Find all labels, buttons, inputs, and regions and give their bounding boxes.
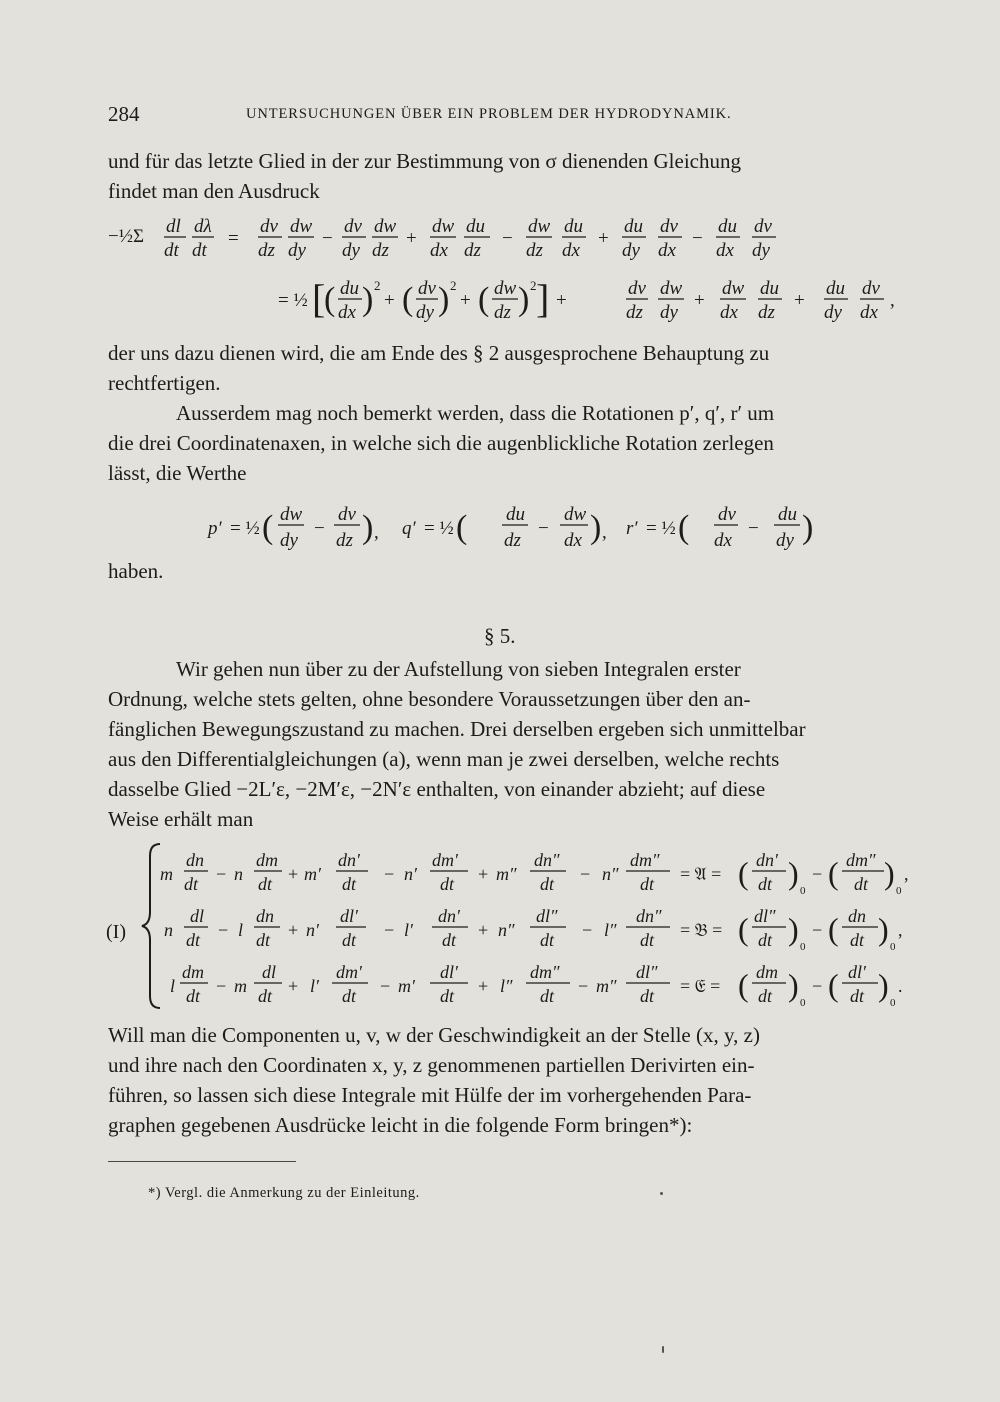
svg-text:dw: dw (432, 216, 455, 237)
svg-text:m′: m′ (304, 864, 321, 884)
svg-text:): ) (362, 281, 374, 318)
svg-text:dt: dt (850, 986, 865, 1006)
svg-text:= ½: = ½ (278, 290, 308, 311)
paragraph-1 (108, 146, 918, 206)
svg-text:dy: dy (288, 240, 306, 261)
svg-text:dv: dv (344, 216, 362, 237)
svg-text:0: 0 (800, 941, 806, 953)
svg-text:= 𝔄 =: = 𝔄 = (680, 864, 722, 884)
svg-text:−½Σ: −½Σ (108, 226, 145, 247)
svg-text:dw: dw (494, 278, 517, 299)
text-line: dasselbe Glied −2L′ε, −2M′ε, −2N′ε enthalten, von einander abzieht; auf diese (108, 777, 766, 801)
svg-text:0: 0 (890, 997, 896, 1009)
svg-text:m′: m′ (398, 976, 415, 996)
svg-text:dm″: dm″ (630, 850, 660, 870)
svg-text:0: 0 (896, 885, 902, 897)
svg-text:dy: dy (622, 240, 640, 261)
section-heading: § 5. (484, 624, 516, 648)
svg-text:l′: l′ (404, 920, 413, 940)
svg-text:l′: l′ (310, 976, 319, 996)
svg-text:dt: dt (164, 240, 179, 261)
svg-text:,: , (602, 522, 607, 543)
svg-text:dy: dy (342, 240, 360, 261)
svg-text:dw: dw (564, 504, 587, 525)
svg-text:dt: dt (186, 986, 201, 1006)
svg-text:= ½: = ½ (424, 518, 454, 539)
svg-text:du: du (718, 216, 737, 237)
svg-text:(: ( (738, 967, 749, 1003)
svg-text:0: 0 (800, 885, 806, 897)
svg-text:2: 2 (530, 278, 537, 293)
svg-text:l″: l″ (500, 976, 513, 996)
equation-rotations (108, 496, 918, 554)
svg-text:dz: dz (464, 240, 481, 261)
system-label: (I) (106, 921, 126, 943)
svg-text:dw: dw (290, 216, 313, 237)
svg-text:dl″: dl″ (636, 962, 658, 982)
text-line: und für das letzte Glied in der zur Bestimmung von σ dienenden Gleichung (108, 149, 741, 173)
svg-text:dv: dv (754, 216, 772, 237)
svg-text:dv: dv (418, 278, 436, 299)
svg-text:,: , (374, 522, 379, 543)
svg-text:dl″: dl″ (754, 906, 776, 926)
text-line: Will man die Componenten u, v, w der Geschwindigkeit an der Stelle (x, y, z) (108, 1023, 760, 1047)
svg-text:du: du (760, 278, 779, 299)
svg-text:+: + (460, 290, 471, 311)
svg-text:du: du (564, 216, 583, 237)
svg-text:dx: dx (564, 530, 582, 551)
svg-text:−: − (580, 864, 591, 884)
svg-text:+: + (478, 976, 489, 996)
svg-text:−: − (216, 976, 227, 996)
haben-line: haben. (108, 559, 164, 583)
svg-text:+: + (478, 864, 489, 884)
svg-text:−: − (384, 920, 395, 940)
paper-speck (660, 1192, 663, 1195)
svg-text:dn: dn (186, 850, 204, 870)
paragraph-4 (108, 654, 918, 834)
text-line: die drei Coordinatenaxen, in welche sich die augenblickliche Rotation zerlegen (108, 431, 774, 455)
svg-text:= 𝔈 =: = 𝔈 = (680, 976, 721, 996)
svg-text:n: n (234, 864, 243, 884)
svg-text:+: + (598, 228, 609, 249)
svg-text:dz: dz (494, 302, 511, 323)
svg-text:n″: n″ (498, 920, 515, 940)
svg-text:(: ( (478, 281, 490, 318)
system-equations (160, 844, 920, 1012)
svg-text:l: l (238, 920, 244, 940)
svg-text:dl: dl (166, 216, 181, 237)
svg-text:−: − (812, 864, 823, 884)
svg-text:du: du (778, 504, 797, 525)
svg-text:dn″: dn″ (636, 906, 662, 926)
svg-text:dt: dt (186, 930, 201, 950)
svg-text:dt: dt (540, 986, 555, 1006)
svg-text:dy: dy (752, 240, 770, 261)
svg-text:dt: dt (540, 874, 555, 894)
svg-text:dm: dm (756, 962, 778, 982)
svg-text:dw: dw (280, 504, 303, 525)
svg-text:m″: m″ (596, 976, 617, 996)
svg-text:dx: dx (716, 240, 734, 261)
text-line: führen, so lassen sich diese Integrale mit Hülfe der im vorhergehenden Para- (108, 1083, 752, 1107)
svg-text:=: = (228, 228, 239, 249)
svg-text:−: − (748, 518, 759, 539)
svg-text:dw: dw (374, 216, 397, 237)
svg-text:): ) (878, 911, 889, 947)
svg-text:): ) (788, 855, 799, 891)
footnote-rule (108, 1161, 296, 1162)
paragraph-2 (108, 338, 918, 398)
svg-text:dt: dt (540, 930, 555, 950)
svg-text:dy: dy (824, 302, 842, 323)
svg-text:dx: dx (430, 240, 448, 261)
svg-text:dt: dt (640, 986, 655, 1006)
svg-text:−: − (384, 864, 395, 884)
svg-text:dy: dy (776, 530, 794, 551)
svg-text:−: − (380, 976, 391, 996)
svg-text:n″: n″ (602, 864, 619, 884)
svg-text:−: − (538, 518, 549, 539)
svg-text:dx: dx (562, 240, 580, 261)
svg-text:dw: dw (722, 278, 745, 299)
svg-text:0: 0 (890, 941, 896, 953)
svg-text:dz: dz (526, 240, 543, 261)
svg-text:r′: r′ (626, 518, 638, 539)
svg-text:dy: dy (280, 530, 298, 551)
svg-text:dt: dt (342, 874, 357, 894)
svg-text:du: du (826, 278, 845, 299)
svg-text:dl: dl (262, 962, 277, 982)
svg-text:(: ( (678, 509, 690, 546)
svg-text:dn′: dn′ (756, 850, 778, 870)
svg-text:dt: dt (342, 930, 357, 950)
svg-text:−: − (812, 920, 823, 940)
svg-text:): ) (788, 967, 799, 1003)
svg-text:): ) (590, 509, 602, 546)
svg-text:dt: dt (442, 930, 457, 950)
text-line: aus den Differentialgleichungen (a), wenn man je zwei derselben, welche rechts (108, 747, 780, 771)
svg-text:du: du (340, 278, 359, 299)
svg-text:): ) (362, 509, 374, 546)
svg-text:dz: dz (258, 240, 275, 261)
svg-text:,: , (904, 864, 909, 884)
svg-text:−: − (578, 976, 589, 996)
svg-text:(: ( (828, 911, 839, 947)
svg-text:dz: dz (336, 530, 353, 551)
text-line: Ausserdem mag noch bemerkt werden, dass die Rotationen p′, q′, r′ um (176, 401, 775, 425)
svg-text:2: 2 (450, 278, 457, 293)
svg-text:dn′: dn′ (338, 850, 360, 870)
svg-text:(: ( (738, 911, 749, 947)
svg-text:dn″: dn″ (534, 850, 560, 870)
svg-text:dz: dz (504, 530, 521, 551)
svg-text:dw: dw (660, 278, 683, 299)
text-line: der uns dazu dienen wird, die am Ende des § 2 ausgesprochene Behauptung zu (108, 341, 770, 365)
svg-text:(: ( (828, 855, 839, 891)
svg-text:dt: dt (758, 986, 773, 1006)
text-line: Wir gehen nun über zu der Aufstellung von sieben Integralen erster (176, 657, 741, 681)
svg-text:dt: dt (758, 874, 773, 894)
svg-text:m: m (234, 976, 247, 996)
svg-text:p′: p′ (208, 518, 222, 539)
svg-text:): ) (438, 281, 450, 318)
svg-text:dt: dt (184, 874, 199, 894)
svg-text:m: m (160, 864, 173, 884)
svg-text:(: ( (324, 281, 336, 318)
svg-text:= 𝔅 =: = 𝔅 = (680, 920, 723, 940)
svg-text:(: ( (262, 509, 274, 546)
svg-text:dv: dv (718, 504, 736, 525)
svg-text:dl″: dl″ (536, 906, 558, 926)
svg-text:dt: dt (640, 874, 655, 894)
svg-text:): ) (788, 911, 799, 947)
svg-text:dx: dx (714, 530, 732, 551)
svg-text:−: − (218, 920, 229, 940)
text-line: Weise erhält man (108, 807, 254, 831)
svg-text:dx: dx (658, 240, 676, 261)
svg-text:−: − (812, 976, 823, 996)
svg-text:+: + (288, 976, 299, 996)
svg-text:−: − (502, 228, 513, 249)
svg-text:dt: dt (640, 930, 655, 950)
svg-text:[: [ (312, 276, 326, 321)
svg-text:dn: dn (848, 906, 866, 926)
paragraph-3 (108, 398, 918, 488)
equation-sigma-term (108, 208, 918, 330)
text-line: fänglichen Bewegungszustand zu machen. Drei derselben ergeben sich unmittelbar (108, 717, 806, 741)
svg-text:+: + (288, 864, 299, 884)
paper-speck (662, 1346, 664, 1353)
svg-text:du: du (506, 504, 525, 525)
svg-text:dx: dx (338, 302, 356, 323)
svg-text:dt: dt (758, 930, 773, 950)
svg-text:): ) (802, 509, 814, 546)
svg-text:dz: dz (758, 302, 775, 323)
svg-text:(: ( (828, 967, 839, 1003)
text-line: rechtfertigen. (108, 371, 221, 395)
svg-text:dt: dt (258, 874, 273, 894)
svg-text:dt: dt (342, 986, 357, 1006)
svg-text:dm′: dm′ (432, 850, 458, 870)
svg-text:dw: dw (528, 216, 551, 237)
svg-text:+: + (406, 228, 417, 249)
svg-text:]: ] (536, 276, 550, 321)
svg-text:dl: dl (190, 906, 205, 926)
svg-text:−: − (216, 864, 227, 884)
svg-text:+: + (384, 290, 395, 311)
svg-text:dm: dm (256, 850, 278, 870)
svg-text:dm″: dm″ (530, 962, 560, 982)
svg-text:= ½: = ½ (646, 518, 676, 539)
svg-text:dm: dm (182, 962, 204, 982)
svg-text:−: − (582, 920, 593, 940)
svg-text:dt: dt (192, 240, 207, 261)
svg-text:dv: dv (260, 216, 278, 237)
svg-text:(: ( (456, 509, 468, 546)
svg-text:(: ( (738, 855, 749, 891)
svg-text:q′: q′ (402, 518, 416, 539)
running-title: UNTERSUCHUNGEN ÜBER EIN PROBLEM DER HYDRODYNAMIK. (246, 106, 732, 122)
svg-text:dm′: dm′ (336, 962, 362, 982)
svg-text:dx: dx (860, 302, 878, 323)
svg-text:dt: dt (256, 930, 271, 950)
svg-text:dt: dt (440, 986, 455, 1006)
svg-text:dt: dt (258, 986, 273, 1006)
svg-text:dy: dy (416, 302, 434, 323)
svg-text:l: l (170, 976, 176, 996)
svg-text:.: . (898, 976, 903, 996)
svg-text:): ) (884, 855, 895, 891)
svg-text:m″: m″ (496, 864, 517, 884)
svg-text:+: + (288, 920, 299, 940)
svg-text:n′: n′ (404, 864, 417, 884)
svg-text:dl′: dl′ (340, 906, 358, 926)
svg-text:dl′: dl′ (440, 962, 458, 982)
svg-text:l″: l″ (604, 920, 617, 940)
svg-text:+: + (694, 290, 705, 311)
svg-text:,: , (898, 920, 903, 940)
footnote: *) Vergl. die Anmerkung zu der Einleitung. (148, 1185, 420, 1201)
svg-text:dv: dv (862, 278, 880, 299)
svg-text:dt: dt (440, 874, 455, 894)
page-header (108, 102, 918, 132)
svg-text:−: − (314, 518, 325, 539)
svg-text:du: du (466, 216, 485, 237)
svg-text:,: , (890, 290, 895, 311)
page-number: 284 (108, 102, 140, 126)
svg-text:n′: n′ (306, 920, 319, 940)
svg-text:+: + (478, 920, 489, 940)
svg-text:2: 2 (374, 278, 381, 293)
svg-text:): ) (878, 967, 889, 1003)
svg-text:dl′: dl′ (848, 962, 866, 982)
paragraph-5 (108, 1020, 918, 1140)
svg-text:0: 0 (800, 997, 806, 1009)
text-line: und ihre nach den Coordinaten x, y, z genommenen partiellen Derivirten ein- (108, 1053, 755, 1077)
svg-text:): ) (518, 281, 530, 318)
svg-text:dv: dv (628, 278, 646, 299)
svg-text:−: − (322, 228, 333, 249)
svg-text:+: + (556, 290, 567, 311)
svg-text:dv: dv (660, 216, 678, 237)
svg-text:dt: dt (854, 874, 869, 894)
svg-text:dx: dx (720, 302, 738, 323)
svg-text:du: du (624, 216, 643, 237)
svg-text:dz: dz (372, 240, 389, 261)
svg-text:= ½: = ½ (230, 518, 260, 539)
svg-text:dv: dv (338, 504, 356, 525)
svg-text:dt: dt (850, 930, 865, 950)
svg-text:n: n (164, 920, 173, 940)
text-line: findet man den Ausdruck (108, 179, 320, 203)
svg-text:dy: dy (660, 302, 678, 323)
svg-text:−: − (692, 228, 703, 249)
svg-text:dn′: dn′ (438, 906, 460, 926)
svg-text:dn: dn (256, 906, 274, 926)
svg-text:+: + (794, 290, 805, 311)
svg-text:dλ: dλ (194, 216, 212, 237)
svg-text:dm″: dm″ (846, 850, 876, 870)
text-line: Ordnung, welche stets gelten, ohne besondere Voraussetzungen über den an- (108, 687, 751, 711)
text-line: lässt, die Werthe (108, 461, 247, 485)
svg-text:dz: dz (626, 302, 643, 323)
svg-text:(: ( (402, 281, 414, 318)
text-line: graphen gegebenen Ausdrücke leicht in die folgende Form bringen*): (108, 1113, 693, 1137)
